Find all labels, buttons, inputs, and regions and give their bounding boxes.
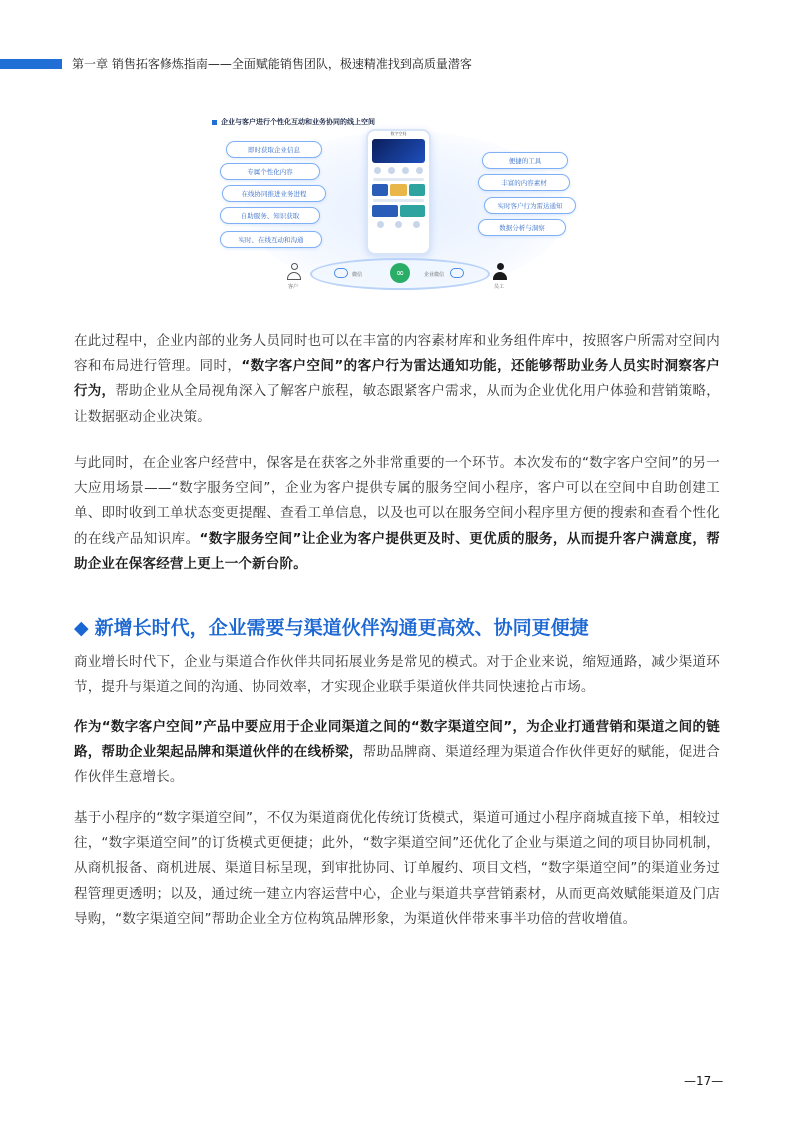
phone-dot-icon xyxy=(374,167,381,174)
phone-avatar-icon xyxy=(377,221,384,228)
p1-text-d: 帮助企业从全局视角深入了解客户旅程，敏态跟紧客户需求，从而为企业优化用户体验和营销策略，让数据驱动企业决策。 xyxy=(74,383,720,425)
phone-avatar-icon xyxy=(413,221,420,228)
paragraph-2 xyxy=(74,451,720,577)
wechat-label: 微信 xyxy=(352,272,363,278)
p2-bold-b: “数字服务空间”让企业为客户提供更及时、更优质的服务，从而提升客户满意度，帮助企业在保客经营上更上一个新台阶。 xyxy=(74,530,720,572)
left-feature-pill: 专属个性化内容 xyxy=(220,163,320,180)
p1-bold-b: “数字客户空间” xyxy=(241,358,344,375)
feature-figure xyxy=(206,111,598,300)
right-feature-pill: 便捷的工具 xyxy=(482,152,568,169)
phone-banner xyxy=(372,139,425,163)
p1-bold-c: 的客户行为雷达通知功能，还能够帮助业务人员实时洞察客户行为， xyxy=(74,358,720,400)
phone-avatar-row xyxy=(371,221,426,228)
section-title-text: 新增长时代，企业需要与渠道伙伴沟通更高效、协同更便捷 xyxy=(94,617,589,639)
phone-dot-icon xyxy=(416,167,423,174)
caption-square-icon xyxy=(212,120,217,125)
p4-text-b: 帮助品牌商、渠道经理为渠道合作伙伴更好的赋能，促进合作伙伴生意增长。 xyxy=(74,744,720,786)
left-feature-pill: 即时获取企业信息 xyxy=(226,141,322,158)
page-number: —17— xyxy=(684,1074,724,1088)
employee-label: 员工 xyxy=(494,284,505,290)
figure-caption-text: 企业与客户进行个性化互动和业务协同的线上空间 xyxy=(221,118,375,126)
phone-cards xyxy=(372,205,425,217)
paragraph-3: 商业增长时代下，企业与渠道合作伙伴共同拓展业务是常见的模式。对于企业来说，缩短通路，减少渠道环节，提升与渠道之间的沟通、协同效率，才实现企业联手渠道伙伴共同快速抢占市场。 xyxy=(74,654,720,696)
phone-avatar-icon xyxy=(395,221,402,228)
p2-text-a: 与此同时，在企业客户经营中，保客是在获客之外非常重要的一个环节。本次发布的“数字客户空间”的另一大应用场景——“数字服务空间”，企业为客户提供专属的服务空间小程序，客户可以在空间中自助创建工单、即时收到工单状态变更提醒、查看工单信息，以及也可以在服务空间小程序里方便的搜索和查看个性化的在线产品知识库。 xyxy=(74,455,720,547)
right-feature-pill: 数据分析与洞察 xyxy=(478,219,566,236)
wecom-icon xyxy=(450,268,464,278)
paragraph-5: 基于小程序的“数字渠道空间”，不仅为渠道商优化传统订货模式，渠道可通过小程序商城直接下单，相较过往，“数字渠道空间”的订货模式更便捷；此外，“数字渠道空间”还优化了企业与渠道之间的项目协同机制，从商机报备、商机进展、渠道目标呈现，到审批协同、订单履约、项目文档，“数字渠道空间”的渠道业务过程管理更透明；以及，通过统一建立内容运营中心，企业与渠道共享营销素材，从而更高效赋能渠道及门店导购，“数字渠道空间”帮助企业全方位构筑品牌形象，为渠道伙伴带来事半功倍的营收增值。 xyxy=(74,810,720,927)
employee-icon xyxy=(492,263,508,281)
wecom-label: 企业微信 xyxy=(424,272,445,278)
figure-caption xyxy=(212,117,375,127)
left-feature-pill: 实时、在线互动和沟通 xyxy=(220,231,322,248)
header-accent-bar xyxy=(0,59,62,69)
left-feature-pill: 自助服务、知识获取 xyxy=(220,207,320,224)
phone-card xyxy=(409,184,425,196)
phone-card xyxy=(390,184,406,196)
right-feature-pill: 实时客户行为雷达通知 xyxy=(484,197,576,214)
diamond-icon: ◆ xyxy=(74,617,89,639)
phone-card xyxy=(372,184,388,196)
mini-program-icon: ∞ xyxy=(390,263,410,283)
phone-top-label: 数字空间 xyxy=(390,131,407,136)
p4-bold-a: 作为“数字客户空间”产品中要应用于企业同渠道之间的“数字渠道空间”，为企业打通营销和渠道之间的链路，帮助企业架起品牌和渠道伙伴的在线桥梁， xyxy=(74,719,720,761)
customer-label: 客户 xyxy=(288,284,299,290)
phone-mockup xyxy=(366,129,431,255)
phone-card xyxy=(400,205,426,217)
wechat-icon xyxy=(334,268,348,278)
phone-dot-icon xyxy=(402,167,409,174)
paragraph-1 xyxy=(74,329,720,430)
customer-icon xyxy=(286,263,302,281)
right-feature-pill: 丰富的内容素材 xyxy=(478,174,570,191)
phone-cards xyxy=(372,184,425,196)
phone-card xyxy=(372,205,398,217)
p1-text-a: 在此过程中，企业内部的业务人员同时也可以在丰富的内容素材库和业务组件库中，按照客户所需对空间内容和布局进行管理。同时， xyxy=(74,333,720,375)
phone-text-line xyxy=(373,199,424,202)
paragraph-4 xyxy=(74,715,720,791)
phone-dot-icon xyxy=(388,167,395,174)
chapter-header: 第一章 销售拓客修炼指南——全面赋能销售团队，极速精准找到高质量潜客 xyxy=(72,57,472,71)
left-feature-pill: 在线协同推进业务进程 xyxy=(222,185,326,202)
section-title xyxy=(74,613,589,640)
phone-text-line xyxy=(373,178,424,181)
phone-icon-row xyxy=(371,167,426,174)
